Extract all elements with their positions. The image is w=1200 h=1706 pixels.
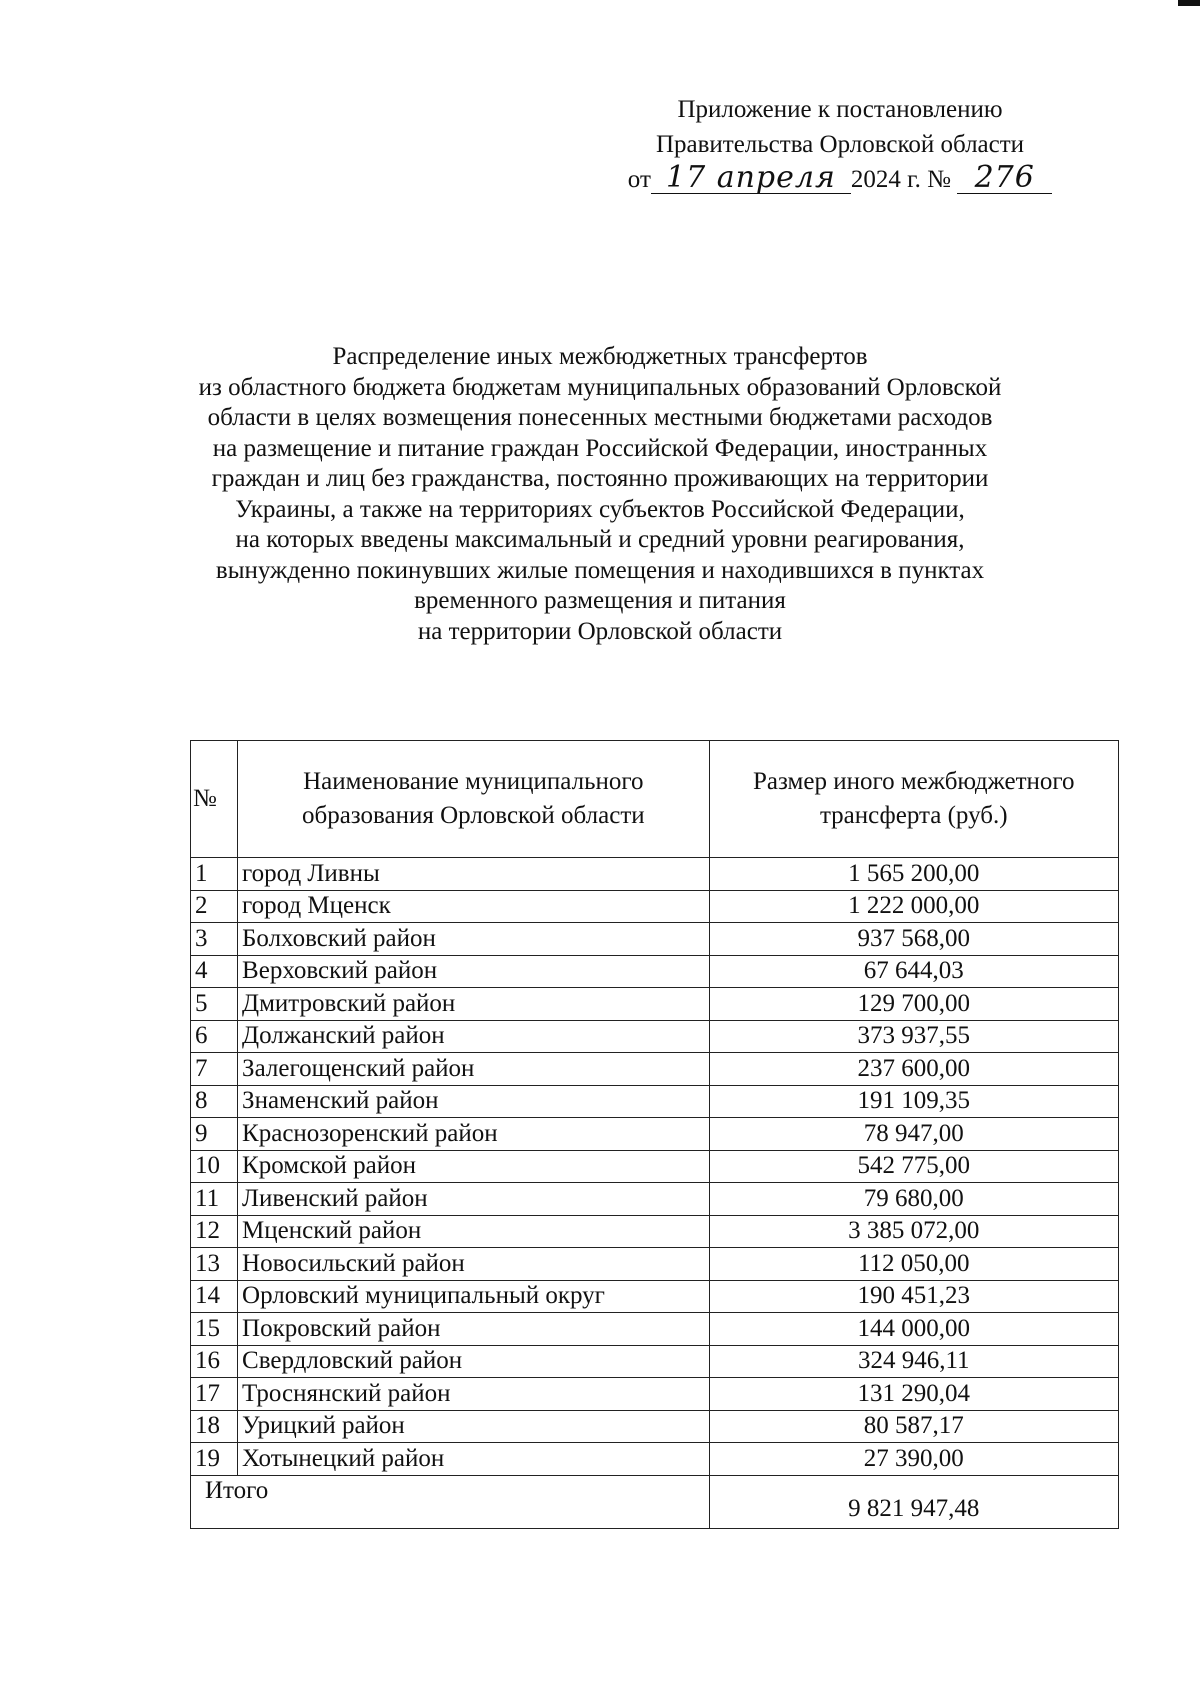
row-amount: 112 050,00 bbox=[709, 1248, 1118, 1281]
row-amount: 67 644,03 bbox=[709, 955, 1118, 988]
row-number: 13 bbox=[191, 1248, 238, 1281]
handwritten-date: 17 апреля bbox=[651, 163, 851, 194]
table-row bbox=[191, 1053, 1119, 1086]
row-name: Ливенский район bbox=[238, 1183, 710, 1216]
row-number: 6 bbox=[191, 1020, 238, 1053]
scan-corner-mark bbox=[1178, 0, 1200, 6]
row-number: 18 bbox=[191, 1410, 238, 1443]
table-header-row bbox=[191, 741, 1119, 858]
row-name: Болховский район bbox=[238, 923, 710, 956]
header-name: Наименование муниципального образования Орловской области bbox=[238, 741, 710, 858]
header-amount: Размер иного межбюджетного трансферта (руб.) bbox=[709, 741, 1118, 858]
table-row bbox=[191, 1020, 1119, 1053]
row-amount: 129 700,00 bbox=[709, 988, 1118, 1021]
row-number: 3 bbox=[191, 923, 238, 956]
title-line: на территории Орловской области bbox=[417, 617, 783, 645]
row-name: Покровский район bbox=[238, 1313, 710, 1346]
table-row bbox=[191, 923, 1119, 956]
row-amount: 3 385 072,00 bbox=[709, 1215, 1118, 1248]
title-line: из областного бюджета бюджетам муниципальных образований Орловской bbox=[198, 373, 1002, 401]
table-row bbox=[191, 1183, 1119, 1216]
table-row bbox=[191, 1345, 1119, 1378]
row-number: 2 bbox=[191, 890, 238, 923]
row-number: 9 bbox=[191, 1118, 238, 1151]
title-line: на которых введены максимальный и средний уровни реагирования, bbox=[235, 526, 965, 553]
row-number: 14 bbox=[191, 1280, 238, 1313]
handwritten-number: 276 bbox=[957, 163, 1052, 194]
row-amount: 1 222 000,00 bbox=[709, 890, 1118, 923]
table-row bbox=[191, 1215, 1119, 1248]
date-year: 2024 г. № bbox=[850, 166, 951, 193]
row-amount: 542 775,00 bbox=[709, 1150, 1118, 1183]
table-row bbox=[191, 858, 1119, 891]
row-amount: 937 568,00 bbox=[709, 923, 1118, 956]
table-row bbox=[191, 1313, 1119, 1346]
table-row bbox=[191, 1410, 1119, 1443]
row-amount: 1 565 200,00 bbox=[709, 858, 1118, 891]
title-line: временного размещения и питания bbox=[414, 587, 786, 614]
title-line: Распределение иных межбюджетных трансфертов bbox=[332, 343, 868, 370]
row-amount: 191 109,35 bbox=[709, 1085, 1118, 1118]
row-number: 11 bbox=[191, 1183, 238, 1216]
title-line: Украины, а также на территориях субъектов Российской Федерации, bbox=[235, 495, 965, 523]
row-name: город Ливны bbox=[238, 858, 710, 891]
row-amount: 27 390,00 bbox=[709, 1443, 1118, 1476]
row-amount: 237 600,00 bbox=[709, 1053, 1118, 1086]
date-prefix: от bbox=[627, 166, 651, 193]
table-row bbox=[191, 1118, 1119, 1151]
appendix-date-line bbox=[600, 162, 1080, 197]
row-name: Мценский район bbox=[238, 1215, 710, 1248]
row-amount: 79 680,00 bbox=[709, 1183, 1118, 1216]
row-name: Троснянский район bbox=[238, 1378, 710, 1411]
total-row bbox=[191, 1475, 1119, 1528]
table-row bbox=[191, 1150, 1119, 1183]
row-number: 17 bbox=[191, 1378, 238, 1411]
row-amount: 373 937,55 bbox=[709, 1020, 1118, 1053]
row-amount: 144 000,00 bbox=[709, 1313, 1118, 1346]
row-name: Новосильский район bbox=[238, 1248, 710, 1281]
table-row bbox=[191, 1280, 1119, 1313]
row-number: 15 bbox=[191, 1313, 238, 1346]
row-number: 4 bbox=[191, 955, 238, 988]
table-row bbox=[191, 1085, 1119, 1118]
title-line: вынужденно покинувших жилые помещения и находившихся в пунктах bbox=[215, 556, 985, 584]
document-title bbox=[140, 342, 1060, 647]
table-row bbox=[191, 1378, 1119, 1411]
table-row bbox=[191, 955, 1119, 988]
row-amount: 190 451,23 bbox=[709, 1280, 1118, 1313]
title-line: области в целях возмещения понесенных местными бюджетами расходов bbox=[207, 404, 993, 431]
row-name: Орловский муниципальный округ bbox=[238, 1280, 710, 1313]
row-number: 7 bbox=[191, 1053, 238, 1086]
row-name: Урицкий район bbox=[238, 1410, 710, 1443]
row-name: Знаменский район bbox=[238, 1085, 710, 1118]
row-number: 1 bbox=[191, 858, 238, 891]
row-number: 12 bbox=[191, 1215, 238, 1248]
appendix-line-2: Правительства Орловской области bbox=[655, 131, 1025, 158]
table-row bbox=[191, 1443, 1119, 1476]
appendix-header bbox=[600, 92, 1080, 197]
title-line: на размещение и питание граждан Российской Федерации, иностранных bbox=[212, 434, 988, 462]
row-name: Верховский район bbox=[238, 955, 710, 988]
appendix-line-1: Приложение к постановлению bbox=[677, 96, 1003, 123]
row-name: Краснозоренский район bbox=[238, 1118, 710, 1151]
row-amount: 78 947,00 bbox=[709, 1118, 1118, 1151]
table-row bbox=[191, 890, 1119, 923]
row-name: Хотынецкий район bbox=[238, 1443, 710, 1476]
table-row bbox=[191, 988, 1119, 1021]
total-label: Итого bbox=[191, 1475, 710, 1528]
row-number: 19 bbox=[191, 1443, 238, 1476]
row-amount: 324 946,11 bbox=[709, 1345, 1118, 1378]
row-name: Залегощенский район bbox=[238, 1053, 710, 1086]
row-number: 8 bbox=[191, 1085, 238, 1118]
table-row bbox=[191, 1248, 1119, 1281]
row-number: 10 bbox=[191, 1150, 238, 1183]
row-name: город Мценск bbox=[238, 890, 710, 923]
distribution-table bbox=[190, 740, 1119, 1529]
row-amount: 80 587,17 bbox=[709, 1410, 1118, 1443]
row-name: Дмитровский район bbox=[238, 988, 710, 1021]
row-name: Свердловский район bbox=[238, 1345, 710, 1378]
row-number: 5 bbox=[191, 988, 238, 1021]
row-number: 16 bbox=[191, 1345, 238, 1378]
header-number: № bbox=[191, 741, 238, 858]
row-name: Должанский район bbox=[238, 1020, 710, 1053]
total-amount: 9 821 947,48 bbox=[709, 1475, 1118, 1528]
title-line: граждан и лиц без гражданства, постоянно проживающих на территории bbox=[211, 465, 989, 492]
row-name: Кромской район bbox=[238, 1150, 710, 1183]
row-amount: 131 290,04 bbox=[709, 1378, 1118, 1411]
